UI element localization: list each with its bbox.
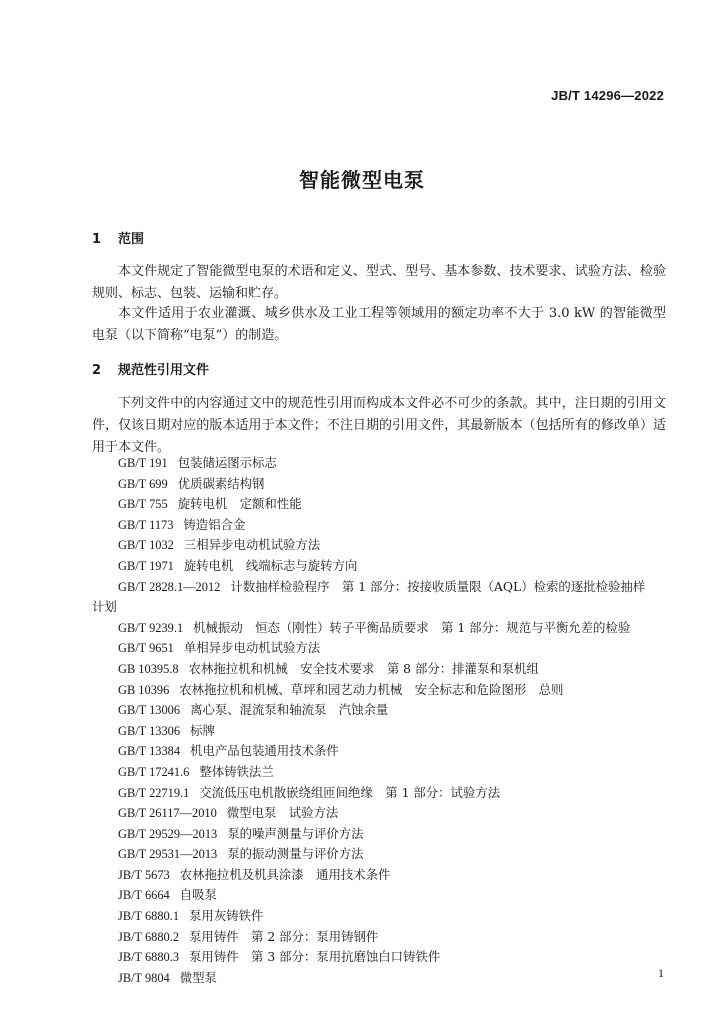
reference-title: 泵用铸件 第 3 部分：泵用抗磨蚀白口铸铁件 xyxy=(189,949,441,965)
reference-title: 微型泵 xyxy=(179,969,217,985)
section-1-heading xyxy=(92,228,144,247)
reference-code: GB/T 755 xyxy=(118,497,168,512)
reference-code: GB/T 26117—2010 xyxy=(118,806,217,821)
reference-code: GB/T 2828.1—2012 xyxy=(118,579,221,594)
reference-title: 农林拖拉机和机械、草坪和园艺动力机械 安全标志和危险图形 总则 xyxy=(179,681,564,697)
reference-code: JB/T 5673 xyxy=(118,867,170,882)
reference-title: 三相异步电动机试验方法 xyxy=(183,537,321,553)
standard-code: JB/T 14296—2022 xyxy=(551,88,664,103)
reference-item xyxy=(92,535,666,556)
reference-item xyxy=(92,844,666,865)
reference-item xyxy=(92,968,666,989)
reference-item xyxy=(92,927,666,948)
reference-code: GB 10396 xyxy=(118,682,170,697)
section-number: 2 xyxy=(92,363,102,378)
reference-title: 自吸泵 xyxy=(179,887,217,903)
reference-item xyxy=(92,474,666,495)
reference-title: 旋转电机 线端标志与旋转方向 xyxy=(183,557,358,573)
reference-code: GB/T 13306 xyxy=(118,723,181,738)
reference-item xyxy=(92,453,666,474)
reference-code: GB/T 13006 xyxy=(118,703,181,718)
reference-code: GB/T 1971 xyxy=(118,558,174,573)
reference-code: GB 10395.8 xyxy=(118,661,179,676)
reference-title: 铸造铝合金 xyxy=(183,516,246,532)
reference-title: 泵用铸件 第 2 部分：泵用铸钢件 xyxy=(189,928,379,944)
reference-item xyxy=(92,824,666,845)
reference-item xyxy=(92,638,666,659)
references-intro-paragraph: 下列文件中的内容通过文中的规范性引用而构成本文件必不可少的条款。其中，注日期的引用文件，仅该日期对应的版本适用于本文件；不注日期的引用文件，其最新版本（包括所有的修改单）适用于本文件。 xyxy=(92,396,666,455)
scope-paragraph-2: 本文件适用于农业灌溉、城乡供水及工业工程等领域用的额定功率不大于 3.0 kW 的智能微型电泵（以下简称“电泵”）的制造。 xyxy=(92,306,666,343)
reference-item xyxy=(92,659,666,680)
reference-title: 整体铸铁法兰 xyxy=(199,763,274,779)
reference-item xyxy=(92,762,666,783)
section-title: 规范性引用文件 xyxy=(118,363,210,378)
reference-item xyxy=(92,721,666,742)
reference-item xyxy=(92,865,666,886)
reference-code: GB/T 17241.6 xyxy=(118,764,190,779)
reference-item xyxy=(92,947,666,968)
section-2-heading xyxy=(92,359,209,378)
reference-title: 泵的振动测量与评价方法 xyxy=(227,846,364,862)
reference-item xyxy=(92,680,666,701)
reference-code: JB/T 6664 xyxy=(118,888,170,903)
reference-title: 包装储运图示标志 xyxy=(177,455,277,470)
reference-title: 农林拖拉机及机具涂漆 通用技术条件 xyxy=(179,866,391,882)
section-number: 1 xyxy=(92,232,102,247)
reference-code: GB/T 29531—2013 xyxy=(118,847,218,862)
reference-code: GB/T 9239.1 xyxy=(118,620,184,635)
reference-title: 计数抽样检验程序 第 1 部分：按接收质量限（AQL）检索的逐批检验抽样 xyxy=(230,578,646,594)
reference-item xyxy=(92,906,666,927)
reference-item xyxy=(92,515,666,536)
reference-title: 农林拖拉机和机械 安全技术要求 第 8 部分：排灌泵和泵机组 xyxy=(188,660,539,676)
reference-code: JB/T 6880.2 xyxy=(118,929,180,944)
reference-title: 微型电泵 试验方法 xyxy=(226,805,339,821)
reference-title: 机电产品包装通用技术条件 xyxy=(190,743,339,759)
reference-code: GB/T 13384 xyxy=(118,744,181,759)
normative-references-list xyxy=(92,453,666,988)
scope-paragraph-1: 本文件规定了智能微型电泵的术语和定义、型式、型号、基本参数、技术要求、试验方法、检验规则、标志、包装、运输和贮存。 xyxy=(92,264,666,301)
reference-code: GB/T 29529—2013 xyxy=(118,826,218,841)
reference-title: 标牌 xyxy=(190,722,215,738)
reference-title: 机械振动 恒态（刚性）转子平衡品质要求 第 1 部分：规范与平衡允差的检验 xyxy=(193,619,631,635)
reference-title: 交流低压电机散嵌绕组匝间绝缘 第 1 部分：试验方法 xyxy=(199,784,501,800)
reference-code: GB/T 22719.1 xyxy=(118,785,190,800)
reference-title: 泵用灰铸铁件 xyxy=(189,908,264,924)
reference-item xyxy=(92,700,666,721)
reference-item-continuation: 计划 xyxy=(92,599,117,615)
reference-title: 优质碳素结构钢 xyxy=(177,475,265,491)
reference-title: 离心泵、混流泵和轴流泵 汽蚀余量 xyxy=(190,702,389,718)
reference-code: JB/T 9804 xyxy=(118,970,170,985)
page-number: 1 xyxy=(658,966,664,980)
reference-item xyxy=(92,556,666,577)
reference-code: GB/T 1032 xyxy=(118,538,174,553)
section-title: 范围 xyxy=(118,232,145,247)
reference-code: GB/T 699 xyxy=(118,476,168,491)
reference-item xyxy=(92,577,666,598)
reference-item xyxy=(92,741,666,762)
reference-item xyxy=(92,783,666,804)
reference-item xyxy=(92,885,666,906)
reference-item xyxy=(92,618,666,639)
reference-code: GB/T 9651 xyxy=(118,641,174,656)
reference-title: 旋转电机 定额和性能 xyxy=(177,496,302,512)
reference-code: GB/T 191 xyxy=(118,456,168,470)
reference-title: 单相异步电动机试验方法 xyxy=(183,640,321,656)
reference-code: JB/T 6880.1 xyxy=(118,909,180,924)
reference-title: 泵的噪声测量与评价方法 xyxy=(227,825,364,841)
document-title: 智能微型电泵 xyxy=(299,168,425,192)
reference-item xyxy=(92,494,666,515)
reference-code: JB/T 6880.3 xyxy=(118,950,180,965)
reference-item xyxy=(92,803,666,824)
reference-code: GB/T 1173 xyxy=(118,517,174,532)
